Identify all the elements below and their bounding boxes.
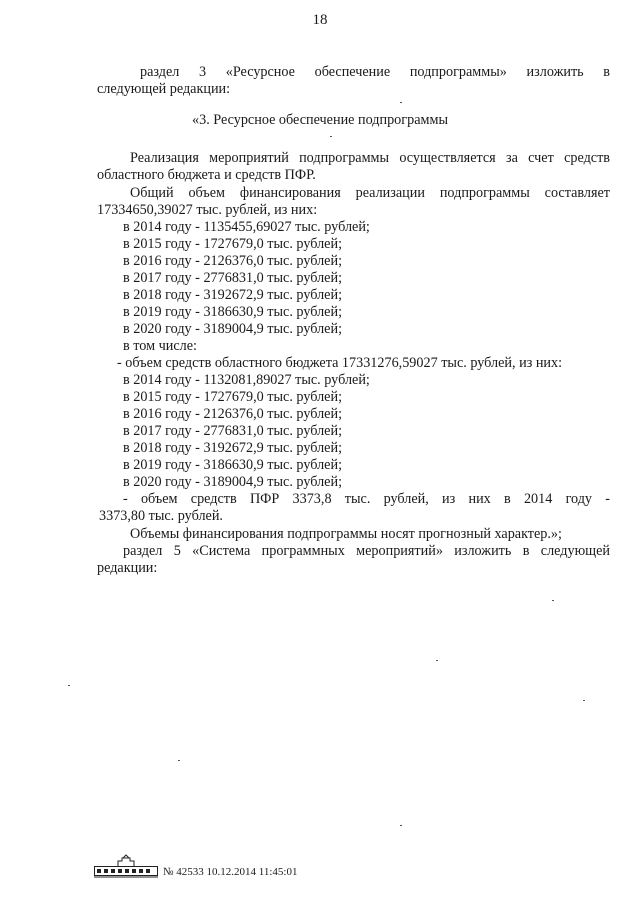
regional-year-2018: в 2018 году - 3192672,9 тыс. рублей; [123,440,343,456]
regional-year-2016: в 2016 году - 2126376,0 тыс. рублей; [123,406,343,422]
total-year-2017: в 2017 году - 2776831,0 тыс. рублей; [123,270,343,286]
regional-year-2017: в 2017 году - 2776831,0 тыс. рублей; [123,423,343,439]
total-year-2016: в 2016 году - 2126376,0 тыс. рублей; [123,253,343,269]
scan-speck [436,660,438,661]
paragraph2-line-1: Общий объем финансирования реализации подпрограммы составляет [130,185,610,201]
total-year-2014: в 2014 году - 1135455,69027 тыс. рублей; [123,219,370,235]
regional-year-2019: в 2019 году - 3186630,9 тыс. рублей; [123,457,343,473]
intro-line-1: раздел 3 «Ресурсное обеспечение подпрограммы» изложить в [140,64,610,80]
section5-line-2: редакции: [97,560,158,576]
pfr-line-2: 3373,80 тыс. рублей. [99,508,223,524]
scan-speck [583,700,585,701]
scan-speck [330,136,332,137]
paragraph2-line-2: 17334650,39027 тыс. рублей, из них: [97,202,318,218]
scan-speck [552,600,554,601]
regional-year-2020: в 2020 году - 3189004,9 тыс. рублей; [123,474,343,490]
paragraph1-line-2: областного бюджета и средств ПФР. [97,167,316,183]
total-year-2019: в 2019 году - 3186630,9 тыс. рублей; [123,304,343,320]
regional-year-2014: в 2014 году - 1132081,89027 тыс. рублей; [123,372,370,388]
regional-year-2015: в 2015 году - 1727679,0 тыс. рублей; [123,389,343,405]
section-heading: «3. Ресурсное обеспечение подпрограммы [192,112,448,128]
forecast-line: Объемы финансирования подпрограммы носят прогнозный характер.»; [130,526,562,542]
registration-stamp-text: № 42533 10.12.2014 11:45:01 [163,866,298,878]
page-number: 18 [312,12,328,28]
scan-speck [68,685,70,686]
scan-speck [400,825,402,826]
total-year-2015: в 2015 году - 1727679,0 тыс. рублей; [123,236,343,252]
section5-line-1: раздел 5 «Система программных мероприятий» изложить в следующей [123,543,610,559]
registration-stamp-icon [94,856,158,878]
total-year-2018: в 2018 году - 3192672,9 тыс. рублей; [123,287,343,303]
scan-speck [178,760,180,761]
pfr-line-1: - объем средств ПФР 3373,8 тыс. рублей, из них в 2014 году - [123,491,610,507]
intro-line-2: следующей редакции: [97,81,231,97]
total-year-2020: в 2020 году - 3189004,9 тыс. рублей; [123,321,343,337]
paragraph1-line-1: Реализация мероприятий подпрограммы осуществляется за счет средств [130,150,610,166]
scan-speck [400,102,402,103]
regional-budget-line: - объем средств областного бюджета 17331276,59027 тыс. рублей, из них: [117,355,563,371]
including-label: в том числе: [123,338,197,354]
